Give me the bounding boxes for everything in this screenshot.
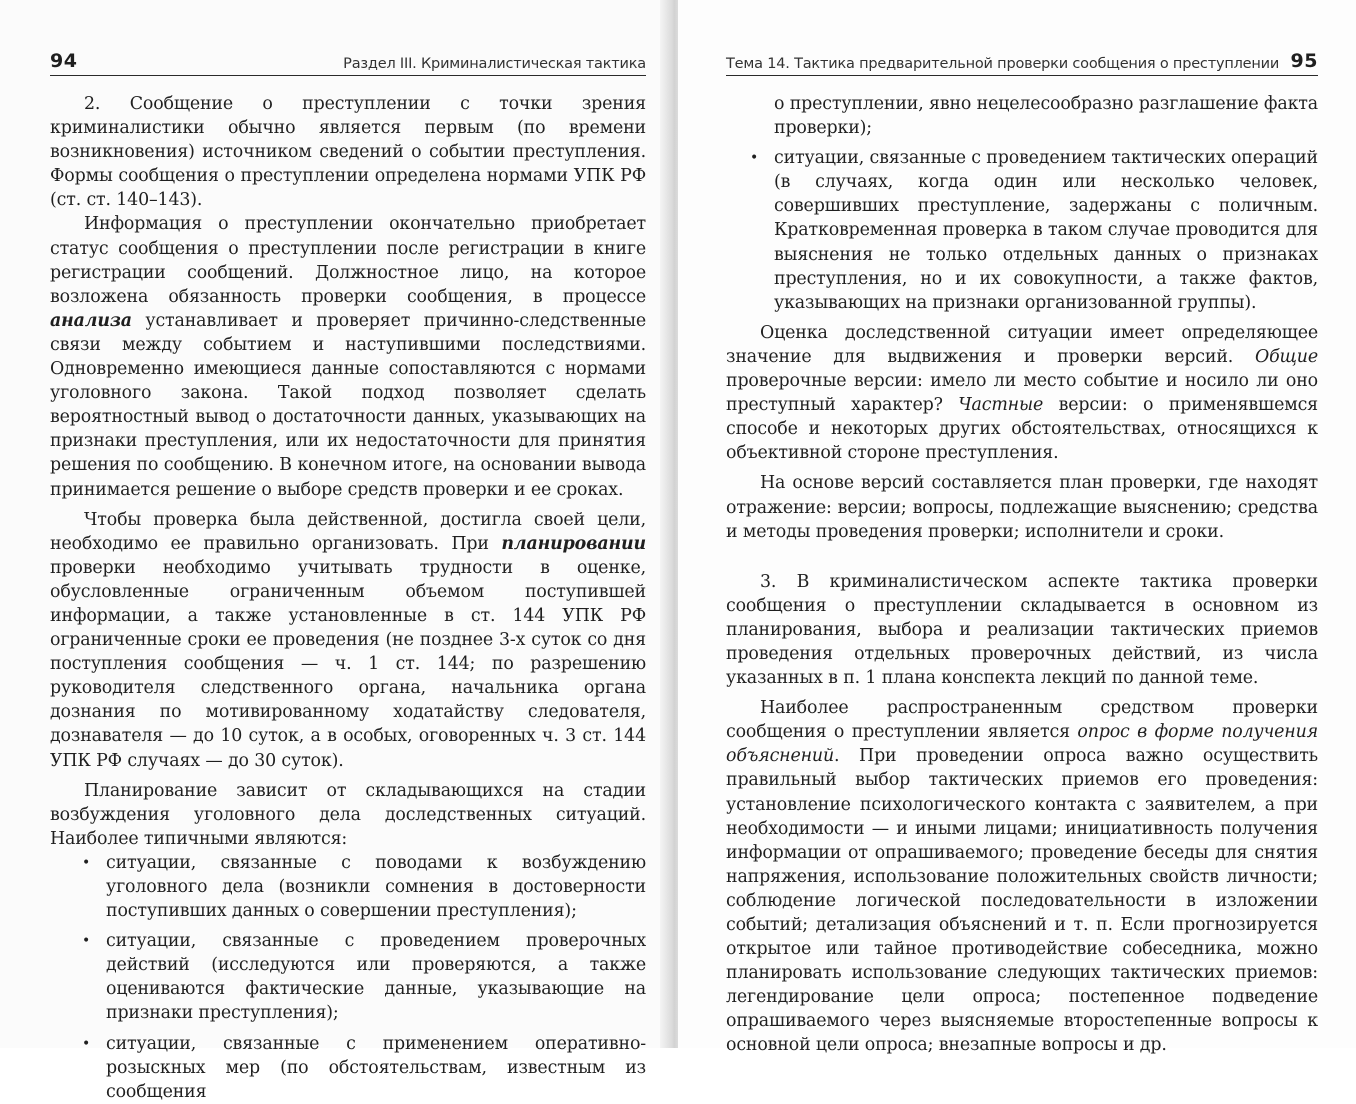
paragraph: 3. В криминалистическом аспекте тактика проверки сообщения о преступлении складывается в основном из планирования, выбора и реализации тактических приемов проведения отдельных проверочных действий, из числа указанных в п. 1 плана конспекта лекций по данной теме.: [726, 571, 1318, 689]
paragraph: [50, 508, 646, 773]
list-item-text: ситуации, связанные с проведением тактических операций (в случаях, когда один или несколько человек, совершивших преступление, задержаны с поличным. Кратковременная проверка в таком случае проводится для выяснения не только отдельных данных о признаках преступления, но и их совокупности, а также фактов, указывающих на признаки организованной группы).: [774, 148, 1318, 313]
running-head-right: [726, 50, 1318, 76]
list-item-text: о преступлении, явно нецелесообразно разглашение факта проверки);: [774, 94, 1318, 139]
bullet-marker: •: [750, 150, 759, 167]
list-item-continued: [726, 92, 1318, 140]
emphasized-term: планировании: [501, 533, 646, 554]
left-page: [0, 0, 668, 1102]
paragraph-text: проверки необходимо учитывать трудности в оценке, обусловленные ограниченным объемом поступившей информации, а также установленные в ст. 144 УПК РФ ограниченные сроки ее проведения (не позднее 3-х суток со дня поступления сообщения — ч. 1 ст. 144; по разрешению руководителя следственного органа, начальника органа дознания по мотивированному ходатайству следователя, дознавателя — до 10 суток, а в особых, оговоренных ч. 3 ст. 144 УПК РФ случаях — до 30 суток).: [50, 557, 646, 771]
paragraph-text: Оценка доследственной ситуации имеет определяющее значение для выдвижения и проверки версий.: [726, 322, 1318, 367]
bullet-marker: •: [82, 933, 91, 950]
bullet-marker: •: [82, 854, 91, 871]
situation-list: [726, 92, 1318, 315]
bullet-marker: •: [82, 1035, 91, 1052]
running-head-title: Тема 14. Тактика предварительной проверки сообщения о преступлении: [726, 56, 1280, 72]
italic-term: Общие: [1254, 346, 1318, 367]
emphasized-term: анализа: [50, 310, 132, 331]
paragraph: На основе версий составляется план проверки, где находят отражение: версии; вопросы, подлежащие выяснению; средства и методы проведения проверки; исполнители и сроки.: [726, 473, 1318, 542]
list-item-text: ситуации, связанные с поводами к возбуждению уголовного дела (возникли сомнения в достоверности поступивших данных о совершении преступления);: [106, 852, 646, 922]
list-item-text: ситуации, связанные с проведением проверочных действий (исследуются или проверяются, а также оцениваются фактические данные, указывающие на признаки преступления);: [106, 931, 646, 1024]
paragraph-text: Наиболее распространенным средством проверки сообщения о преступлении является: [726, 698, 1318, 743]
list-item-text: ситуации, связанные с применением оперативно-розыскных мер (по обстоятельствам, известным из сообщения: [106, 1033, 646, 1102]
right-page-body: [726, 92, 1318, 1058]
right-page: [678, 0, 1356, 1056]
left-page-body: [50, 92, 646, 1104]
paragraph: Планирование зависит от складывающихся на стадии возбуждения уголовного дела доследственных ситуаций. Наиболее типичными являются:: [50, 780, 646, 849]
page-number: 95: [1290, 50, 1318, 72]
running-head-title: Раздел III. Криминалистическая тактика: [343, 56, 646, 72]
italic-term: опрос в форме получения объяснений: [726, 722, 1318, 767]
list-item: [50, 851, 646, 923]
list-item: [50, 929, 646, 1025]
paragraph-text: Информация о преступлении окончательно приобретает статус сообщения о преступлении после регистрации в книге регистрации сообщений. Должностное лицо, на которое возложена обязанность проверки сообщения, в процессе: [50, 214, 646, 307]
paragraph: 2. Сообщение о преступлении с точки зрения криминалистики обычно является первым (по времени возникновения) источником сведений о событии преступления. Формы сообщения о преступлении определена нормами УПК РФ (ст. ст. 140–143).: [50, 94, 646, 211]
page-number: 94: [50, 50, 78, 72]
italic-term: Частные: [958, 395, 1044, 416]
paragraph: [726, 321, 1318, 466]
paragraph-text: проверочные версии: имело ли место событие и носило ли оно преступный характер?: [726, 371, 1318, 416]
paragraph-text: Чтобы проверка была действенной, достигла своей цели, необходимо ее правильно организовать. При: [50, 509, 646, 554]
paragraph: [50, 212, 646, 501]
situation-list: [50, 851, 646, 1104]
list-item: [50, 1032, 646, 1104]
paragraph-text: устанавливает и проверяет причинно-следственные связи между событием и наступившими последствиями. Одновременно имеющиеся данные сопоставляются с нормами уголовного закона. Такой подход позволяет сделать вероятностный вывод о достаточности данных, указывающих на признаки преступления, или их недостаточности для принятия решения по сообщению. В конечном итоге, на основании вывода принимается решение о выборе средств проверки и ее сроках.: [50, 310, 646, 500]
paragraph-text: . При проведении опроса важно осуществить правильный выбор тактических приемов его проведения: установление психологического контакта с заявителем, а при необходимости — и иными лицами; инициативность получения информации от опрашиваемого; проведение беседы для снятия напряжения, использование положительных свойств личности; соблюдение логической последовательности в изложении событий; детализация объяснений и т. п. Если прогнозируется открытое или тайное противодействие собеседника, можно планировать использование следующих тактических приемов: легендирование цели опроса; постепенное подведение опрашиваемого через выясняемые второстепенные вопросы к основной цели опроса; внезапные вопросы и др.: [726, 746, 1318, 1056]
paragraph-text: версии: о применявшемся способе и некоторых других обстоятельствах, относящихся к объективной стороне преступления.: [726, 395, 1319, 464]
paragraph: [726, 696, 1318, 1057]
list-item: [726, 146, 1318, 315]
running-head-left: [50, 50, 646, 76]
